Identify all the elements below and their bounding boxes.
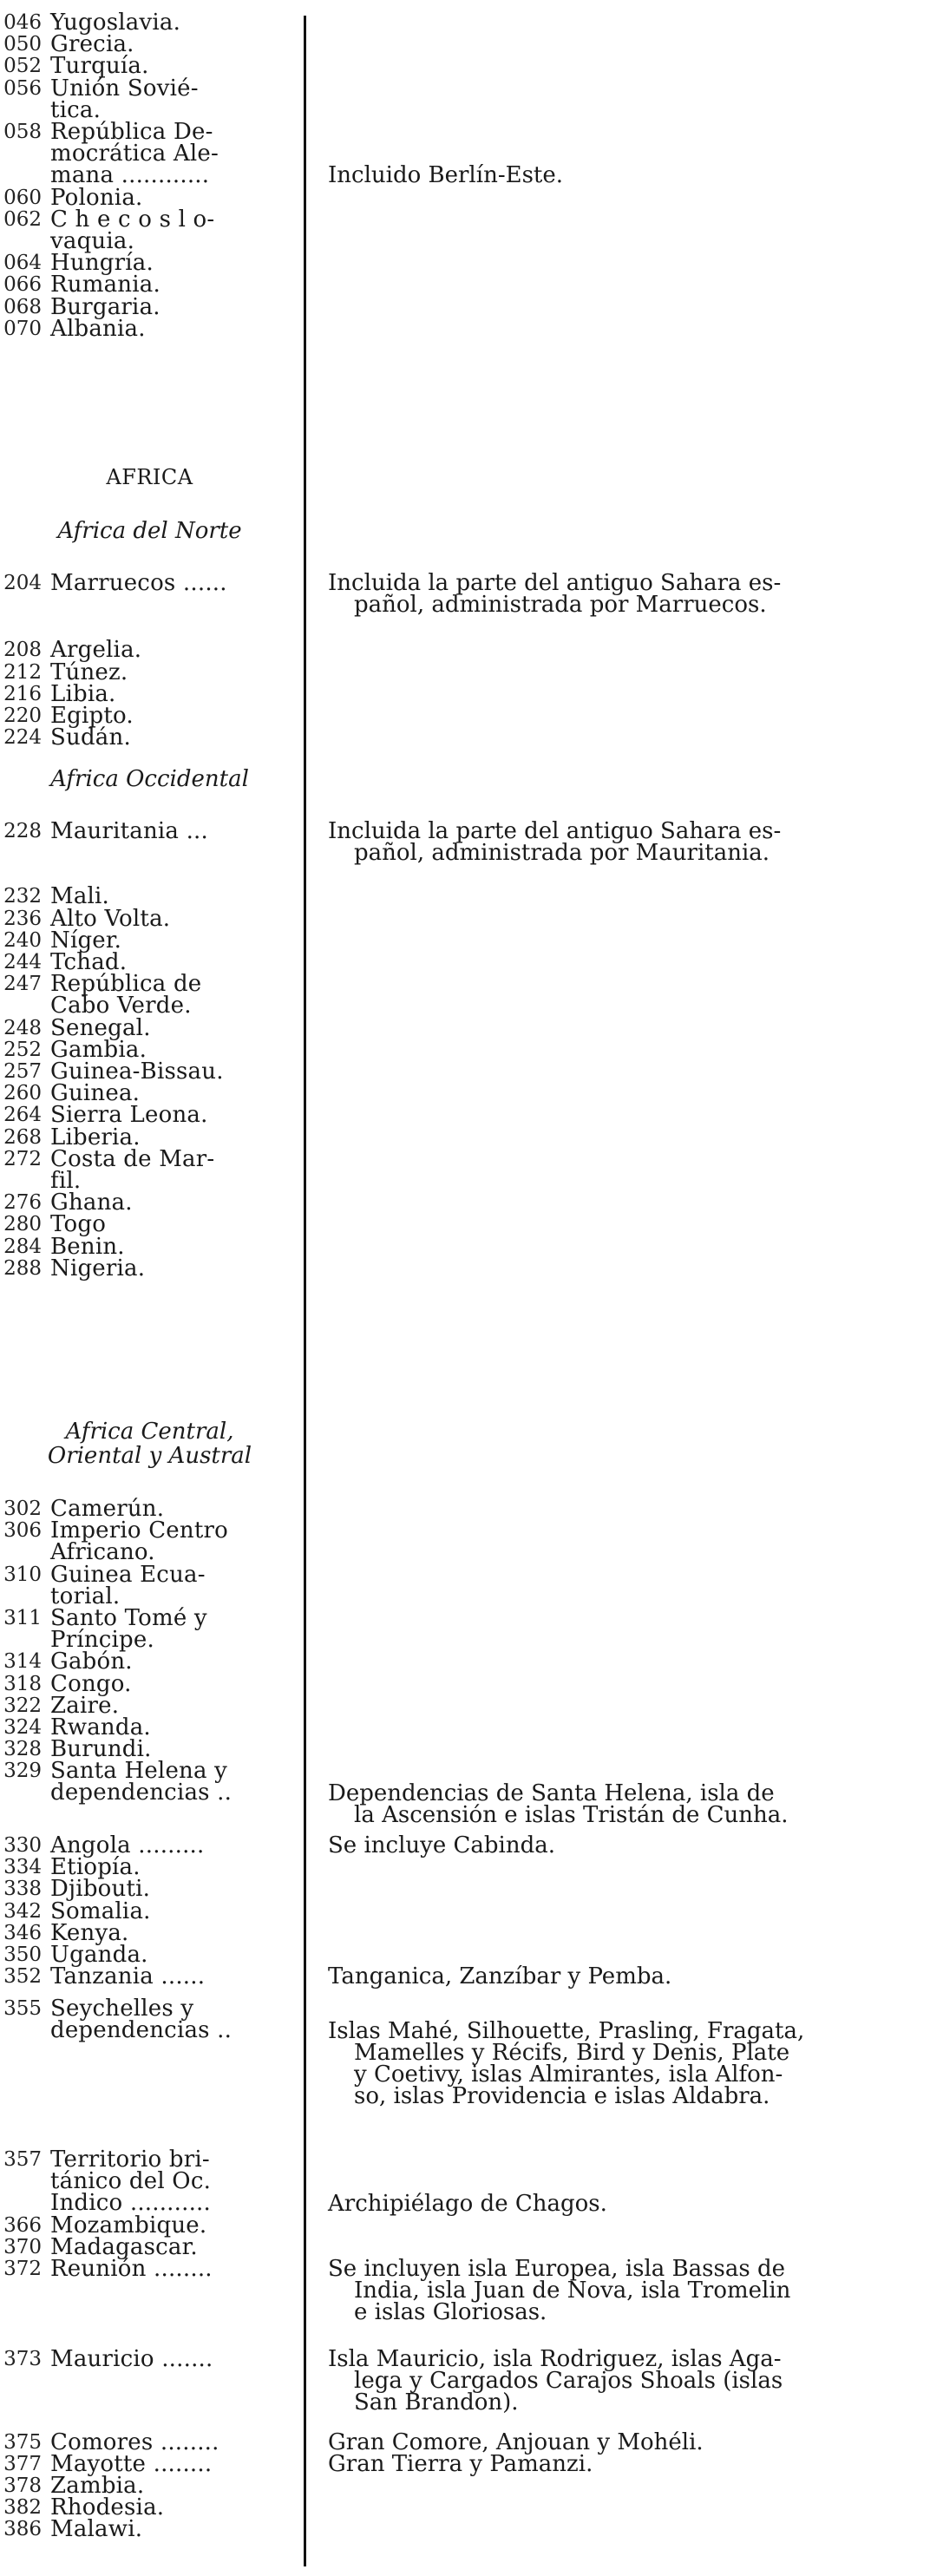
entry-code: 373 bbox=[3, 2348, 42, 2370]
entry-code: 311 bbox=[3, 1607, 42, 1629]
entry-name bbox=[50, 1760, 293, 1804]
entry-name-line: Mauritania ... bbox=[50, 818, 208, 844]
entry-note bbox=[328, 2258, 901, 2324]
entry-name bbox=[50, 184, 293, 211]
entry-name bbox=[50, 659, 293, 685]
entry-name-line: Togo bbox=[50, 1211, 107, 1238]
entry-code: 280 bbox=[3, 1213, 42, 1236]
entry-name bbox=[50, 818, 293, 844]
entry-note-line: Gran Comore, Anjouan y Mohéli. bbox=[328, 2429, 704, 2455]
entry-name-line: Zambia. bbox=[50, 2473, 145, 2499]
entry-name-line: Burundi. bbox=[50, 1736, 152, 1763]
entry-name bbox=[50, 2429, 293, 2455]
entry-name-line: Túnez. bbox=[50, 659, 128, 685]
entry-note bbox=[328, 2190, 901, 2217]
entry-name-line: fil. bbox=[50, 1167, 82, 1194]
entry-name-line: Santo Tomé y bbox=[50, 1605, 207, 1631]
entry-name-line: Reunión ........ bbox=[50, 2256, 213, 2283]
entry-code: 252 bbox=[3, 1038, 42, 1061]
entry-code: 056 bbox=[3, 76, 42, 100]
entry-name-line: Senegal. bbox=[50, 1014, 151, 1041]
entry-name bbox=[50, 2256, 293, 2283]
entry-name-line: torial. bbox=[50, 1583, 121, 1609]
entry-name bbox=[50, 1670, 293, 1697]
entry-code: 244 bbox=[3, 951, 42, 973]
entry-name-line: tica. bbox=[50, 96, 102, 123]
entry-name-line: Mauricio ....... bbox=[50, 2346, 213, 2372]
entry-name bbox=[50, 53, 293, 80]
section-heading: Africa del Norte bbox=[57, 518, 242, 544]
entry-name bbox=[50, 1102, 293, 1129]
entry-name-line: mana ............ bbox=[50, 162, 210, 188]
entry-note bbox=[328, 570, 901, 618]
section-heading: Africa Central, bbox=[65, 1419, 234, 1445]
entry-name-line: Mali. bbox=[50, 883, 110, 910]
entry-code: 288 bbox=[3, 1256, 42, 1280]
entry-code: 232 bbox=[3, 885, 42, 908]
entry-code: 386 bbox=[3, 2518, 42, 2541]
entry-name-line: Grecia. bbox=[50, 31, 134, 58]
entry-code: 350 bbox=[3, 1943, 42, 1966]
entry-name-line: Guinea. bbox=[50, 1080, 141, 1107]
entry-name bbox=[50, 2516, 293, 2543]
entry-code: 322 bbox=[3, 1694, 42, 1717]
entry-name-line: Polonia. bbox=[50, 184, 143, 211]
entry-name bbox=[50, 315, 293, 342]
entry-name-line: Costa de Mar- bbox=[50, 1145, 215, 1172]
entry-note bbox=[328, 2017, 901, 2109]
entry-code: 062 bbox=[3, 207, 42, 231]
entry-code: 066 bbox=[3, 273, 42, 297]
entry-name bbox=[50, 1014, 293, 1041]
entry-name bbox=[50, 570, 293, 596]
entry-code: 328 bbox=[3, 1738, 42, 1761]
entry-note-line: Se incluyen isla Europea, isla Bassas de bbox=[328, 2256, 786, 2283]
entry-note-line: lega y Cargados Carajos Shoals (islas bbox=[354, 2368, 783, 2394]
entry-name-line: Yugoslavia. bbox=[50, 10, 181, 36]
section-heading: Africa Occidental bbox=[50, 766, 249, 792]
entry-name-line: Congo. bbox=[50, 1670, 132, 1697]
entry-code: 216 bbox=[3, 682, 42, 705]
entry-name-line: Santa Helena y bbox=[50, 1758, 228, 1785]
entry-note-line: la Ascensión e islas Tristán de Cunha. bbox=[354, 1801, 789, 1828]
entry-name bbox=[50, 1124, 293, 1150]
entry-name-line: Albania. bbox=[50, 315, 146, 342]
entry-name-line: Comores ........ bbox=[50, 2429, 219, 2455]
entry-name bbox=[50, 905, 293, 932]
entry-code: 310 bbox=[3, 1563, 42, 1586]
entry-code: 370 bbox=[3, 2236, 42, 2259]
entry-code: 377 bbox=[3, 2452, 42, 2475]
entry-note-line: San Brandon). bbox=[354, 2389, 519, 2415]
entry-name-line: Madagascar. bbox=[50, 2234, 198, 2261]
entry-name-line: Malawi. bbox=[50, 2516, 143, 2543]
entry-note-line: Dependencias de Santa Helena, isla de bbox=[328, 1780, 775, 1806]
entry-name-line: mocrática Ale- bbox=[50, 141, 219, 167]
entry-name-line: República De- bbox=[50, 119, 213, 145]
entry-note bbox=[328, 818, 901, 866]
entry-name bbox=[50, 1651, 293, 1673]
entry-name-line: Seychelles y bbox=[50, 1996, 194, 2022]
entry-note-line: Gran Tierra y Pamanzi. bbox=[328, 2450, 593, 2477]
entry-code: 306 bbox=[3, 1519, 42, 1543]
entry-name bbox=[50, 1145, 293, 1194]
entry-code: 375 bbox=[3, 2430, 42, 2454]
entry-name-line: Tchad. bbox=[50, 949, 128, 975]
entry-code: 208 bbox=[3, 639, 42, 662]
entry-name-line: Rhodesia. bbox=[50, 2494, 165, 2521]
entry-name-line: Unión Sovié- bbox=[50, 75, 199, 102]
entry-name-line: Guinea Ecua- bbox=[50, 1561, 206, 1588]
entry-name bbox=[50, 2346, 293, 2372]
entry-note bbox=[328, 2429, 901, 2455]
entry-name-line: Territorio bri- bbox=[50, 2147, 210, 2173]
entry-code: 052 bbox=[3, 55, 42, 78]
entry-code: 060 bbox=[3, 186, 42, 209]
entry-name bbox=[50, 637, 293, 664]
entry-name-line: Argelia. bbox=[50, 637, 142, 664]
entry-name-line: Burgaria. bbox=[50, 293, 160, 320]
entry-name bbox=[50, 75, 293, 123]
entry-name-line: Africano. bbox=[50, 1539, 155, 1566]
entry-name-line: Sierra Leona. bbox=[50, 1102, 208, 1129]
entry-name bbox=[50, 1876, 293, 1903]
entry-code: 276 bbox=[3, 1191, 42, 1215]
entry-name-line: Etiopía. bbox=[50, 1854, 141, 1881]
entry-code: 204 bbox=[3, 572, 42, 594]
entry-name bbox=[50, 1998, 293, 2042]
entry-name-line: Gambia. bbox=[50, 1036, 147, 1063]
entry-name bbox=[50, 274, 293, 296]
entry-name-line: C h e c o s l o- bbox=[50, 206, 215, 233]
entry-code: 264 bbox=[3, 1104, 42, 1127]
entry-note bbox=[328, 2346, 901, 2415]
entry-name bbox=[50, 1561, 293, 1609]
entry-code: 268 bbox=[3, 1125, 42, 1149]
entry-note-line: pañol, administrada por Mauritania. bbox=[354, 840, 770, 866]
entry-code: 355 bbox=[3, 1997, 42, 2021]
entry-code: 342 bbox=[3, 1899, 42, 1923]
entry-note-line: Archipiélago de Chagos. bbox=[328, 2190, 607, 2217]
section-heading: Oriental y Austral bbox=[47, 1443, 252, 1469]
entry-name bbox=[50, 883, 293, 910]
entry-name-line: Egipto. bbox=[50, 703, 134, 729]
entry-name-line: Kenya. bbox=[50, 1919, 129, 1946]
entry-name-line: Indico ........... bbox=[50, 2190, 211, 2217]
entry-name-line: Camerún. bbox=[50, 1496, 165, 1522]
entry-name bbox=[50, 206, 293, 254]
entry-code: 346 bbox=[3, 1921, 42, 1944]
entry-note bbox=[328, 2450, 901, 2477]
entry-name-line: Guinea-Bissau. bbox=[50, 1059, 224, 1085]
entry-name-line: Uganda. bbox=[50, 1942, 148, 1968]
entry-name bbox=[50, 1255, 293, 1281]
entry-name-line: Tanzania ...... bbox=[50, 1963, 206, 1990]
entry-note bbox=[328, 1963, 901, 1990]
entry-code: 070 bbox=[3, 317, 42, 340]
entry-note-line: Incluida la parte del antiguo Sahara es- bbox=[328, 818, 782, 844]
entry-code: 212 bbox=[3, 660, 42, 684]
entry-code: 330 bbox=[3, 1834, 42, 1857]
entry-name-line: dependencias .. bbox=[50, 1780, 232, 1806]
entry-code: 248 bbox=[3, 1016, 42, 1039]
entry-code: 046 bbox=[3, 11, 42, 34]
entry-note-line: Incluida la parte del antiguo Sahara es- bbox=[328, 570, 782, 596]
entry-name-line: Ghana. bbox=[50, 1190, 133, 1216]
entry-code: 329 bbox=[3, 1760, 42, 1783]
entry-name-line: Nigeria. bbox=[50, 1255, 146, 1281]
entry-name-line: Imperio Centro bbox=[50, 1517, 228, 1544]
entry-code: 260 bbox=[3, 1082, 42, 1105]
entry-name bbox=[50, 973, 293, 1017]
entry-code: 352 bbox=[3, 1965, 42, 1989]
entry-name-line: Mayotte ........ bbox=[50, 2450, 213, 2477]
entry-note-line: so, islas Providencia e islas Aldabra. bbox=[354, 2082, 770, 2109]
entry-name-line: Angola ......... bbox=[50, 1832, 205, 1858]
entry-code: 228 bbox=[3, 820, 42, 842]
entry-code: 064 bbox=[3, 252, 42, 275]
entry-name bbox=[50, 121, 293, 187]
entry-name-line: Turquía. bbox=[50, 53, 149, 80]
entry-code: 314 bbox=[3, 1650, 42, 1674]
entry-name bbox=[50, 2147, 293, 2217]
entry-code: 318 bbox=[3, 1672, 42, 1695]
entry-note-line: Isla Mauricio, isla Rodriguez, islas Aga- bbox=[328, 2346, 782, 2372]
entry-name bbox=[50, 1211, 293, 1238]
entry-name-line: Gabón. bbox=[50, 1649, 133, 1675]
entry-code: 372 bbox=[3, 2258, 42, 2281]
entry-name-line: Sudán. bbox=[50, 724, 131, 751]
entry-code: 050 bbox=[3, 33, 42, 56]
entry-name-line: Marruecos ...... bbox=[50, 570, 227, 596]
entry-note-line: Incluido Berlín-Este. bbox=[328, 162, 564, 189]
entry-code: 334 bbox=[3, 1856, 42, 1879]
entry-code: 236 bbox=[3, 907, 42, 930]
entry-note bbox=[328, 162, 901, 189]
entry-name bbox=[50, 1898, 293, 1924]
entry-code: 224 bbox=[3, 726, 42, 750]
entry-name-line: vaquia. bbox=[50, 227, 135, 254]
entry-name-line: Hungría. bbox=[50, 250, 154, 277]
entry-note-line: e islas Gloriosas. bbox=[354, 2299, 547, 2326]
entry-name-line: Somalia. bbox=[50, 1898, 151, 1924]
entry-code: 220 bbox=[3, 705, 42, 727]
entry-name-line: Rumania. bbox=[50, 272, 160, 298]
entry-name-line: Níger. bbox=[50, 927, 122, 954]
entry-code: 068 bbox=[3, 295, 42, 318]
entry-code: 284 bbox=[3, 1235, 42, 1258]
entry-note-line: Se incluye Cabinda. bbox=[328, 1832, 555, 1858]
entry-note-line: Islas Mahé, Silhouette, Prasling, Fragata, bbox=[328, 2017, 805, 2044]
entry-code: 302 bbox=[3, 1498, 42, 1520]
entry-name bbox=[50, 1605, 293, 1653]
column-divider bbox=[304, 16, 306, 2566]
entry-code: 272 bbox=[3, 1147, 42, 1170]
entry-code: 247 bbox=[3, 973, 42, 996]
entry-note-line: Mamelles y Récifs, Bird y Denis, Plate bbox=[354, 2039, 790, 2066]
entry-note-line: Tanganica, Zanzíbar y Pemba. bbox=[328, 1963, 672, 1990]
entry-name-line: tánico del Oc. bbox=[50, 2168, 212, 2195]
entry-note-line: y Coetivy, islas Almirantes, isla Alfon- bbox=[354, 2061, 783, 2088]
entry-name-line: Benin. bbox=[50, 1233, 125, 1260]
section-heading: AFRICA bbox=[106, 465, 193, 489]
entry-name bbox=[50, 724, 293, 751]
entry-name-line: Cabo Verde. bbox=[50, 993, 192, 1019]
entry-code: 378 bbox=[3, 2474, 42, 2497]
entry-name-line: Zaire. bbox=[50, 1692, 120, 1719]
entry-code: 324 bbox=[3, 1716, 42, 1739]
entry-name-line: Príncipe. bbox=[50, 1627, 154, 1653]
entry-name-line: República de bbox=[50, 971, 202, 998]
entry-name bbox=[50, 1517, 293, 1566]
entry-code: 240 bbox=[3, 928, 42, 952]
entry-name-line: Alto Volta. bbox=[50, 905, 171, 932]
entry-code: 382 bbox=[3, 2496, 42, 2520]
entry-code: 338 bbox=[3, 1878, 42, 1901]
entry-name bbox=[50, 1963, 293, 1990]
entry-name-line: Mozambique. bbox=[50, 2212, 207, 2238]
entry-name-line: Liberia. bbox=[50, 1124, 141, 1150]
entry-code: 257 bbox=[3, 1060, 42, 1083]
entry-code: 357 bbox=[3, 2148, 42, 2172]
entry-code: 366 bbox=[3, 2214, 42, 2237]
entry-name-line: dependencias .. bbox=[50, 2017, 232, 2044]
entry-note-line: pañol, administrada por Marruecos. bbox=[354, 592, 767, 618]
entry-note bbox=[328, 1832, 901, 1858]
entry-note bbox=[328, 1780, 901, 1828]
entry-code: 058 bbox=[3, 121, 42, 143]
entry-name-line: Libia. bbox=[50, 680, 116, 707]
entry-name-line: Djibouti. bbox=[50, 1876, 151, 1903]
entry-note-line: India, isla Juan de Nova, isla Tromelin bbox=[354, 2278, 791, 2304]
entry-name-line: Rwanda. bbox=[50, 1714, 151, 1740]
entry-name bbox=[50, 293, 293, 320]
entry-name bbox=[50, 1233, 293, 1260]
